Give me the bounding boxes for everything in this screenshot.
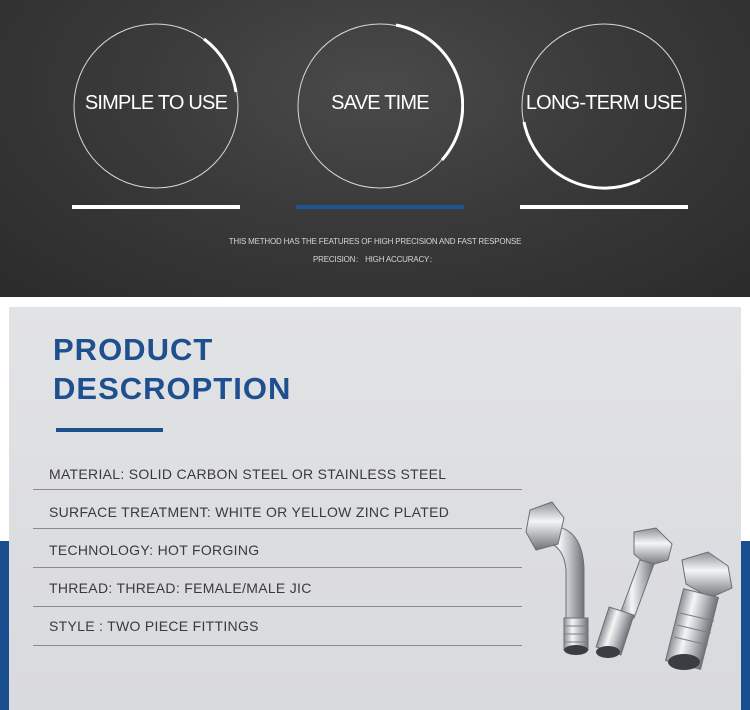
feature-underline (72, 205, 240, 209)
spec-material: MATERIAL: SOLID CARBON STEEL OR STAINLESS STEEL (49, 466, 447, 482)
spec-style: STYLE : TWO PIECE FITTINGS (49, 618, 259, 634)
spec-divider (33, 567, 522, 568)
hose-fittings-photo-icon (522, 488, 740, 678)
feature-underline (520, 205, 688, 209)
feature-underline (296, 205, 464, 209)
spec-divider (33, 606, 522, 607)
feature-long-term-use (520, 22, 688, 212)
spec-thread: THREAD: THREAD: FEMALE/MALE JIC (49, 580, 312, 596)
heading-line-1: PRODUCT (53, 332, 214, 367)
spec-divider (33, 645, 522, 646)
feature-save-time (296, 22, 464, 212)
feature-simple-to-use (72, 22, 240, 212)
heading-underline (56, 428, 163, 432)
product-description-heading (53, 330, 291, 408)
feature-label: SAVE TIME (331, 92, 429, 114)
feature-label: SIMPLE TO USE (84, 92, 228, 114)
tagline-line-2: PRECISION： HIGH ACCURACY： (313, 255, 437, 264)
spec-technology: TECHNOLOGY: HOT FORGING (49, 542, 260, 558)
feature-label: LONG-TERM USE (525, 92, 683, 114)
tagline-line-1: THIS METHOD HAS THE FEATURES OF HIGH PRECISION AND FAST RESPONSE (228, 237, 522, 246)
features-banner (0, 0, 750, 297)
spec-divider (33, 489, 522, 490)
spec-surface-treatment: SURFACE TREATMENT: WHITE OR YELLOW ZINC PLATED (49, 504, 450, 520)
heading-line-2: DESCROPTION (53, 371, 292, 406)
spec-divider (33, 528, 522, 529)
